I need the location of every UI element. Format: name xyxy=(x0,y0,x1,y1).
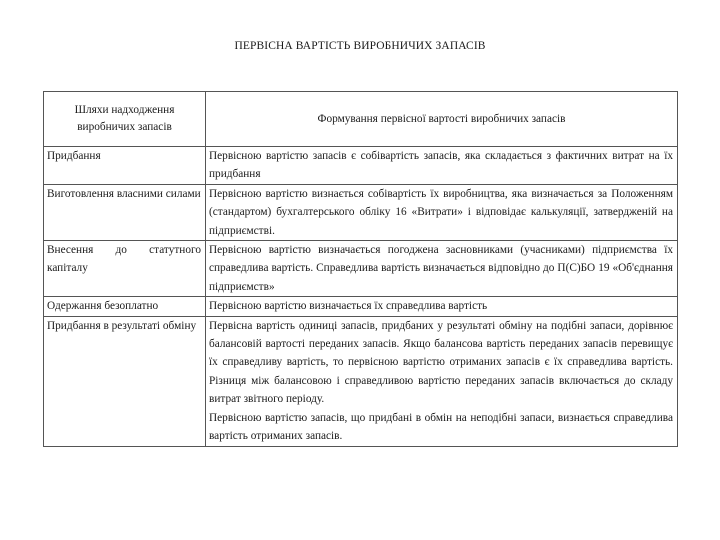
table-row xyxy=(44,241,678,297)
row-description-cell xyxy=(206,241,678,297)
row-path-cell: Виготовлення власними силами xyxy=(44,184,206,240)
row-path-cell: Придбання в результаті обміну xyxy=(44,316,206,446)
table-row xyxy=(44,316,678,446)
column-header-formation: Формування первісної вартості виробничих запасів xyxy=(206,92,678,147)
description-paragraph: Первісною вартістю визначається їх справедлива вартість xyxy=(209,300,488,313)
row-path-cell: Одержання безоплатно xyxy=(44,297,206,316)
table-row xyxy=(44,297,678,316)
description-paragraph: Первісною вартістю запасів, що придбані в обмін на неподібні запаси, визнається справедлива вартість отриманих запасів. xyxy=(209,411,673,443)
row-description-cell xyxy=(206,297,678,316)
column-header-path: Шляхи надходження виробничих запасів xyxy=(44,92,206,147)
row-path-cell: Внесення до статутного капіталу xyxy=(44,241,206,297)
description-paragraph: Первісною вартістю запасів є собівартість запасів, яка складається з фактичних витрат на їх придбання xyxy=(209,150,673,181)
table-row xyxy=(44,147,678,185)
row-description-cell xyxy=(206,316,678,446)
inventory-valuation-table xyxy=(43,91,678,447)
table-header-row xyxy=(44,92,678,147)
description-paragraph: Первісна вартість одиниці запасів, придбаних у результаті обміну на подібні запаси, дорівнює балансовій вартості переданих запасів. Якщо балансова вартість переданих запасів перевищує їх справедливу вартість, то первісною вартістю отриманих запасів є їх справедлива вартість. Різниця між балансовою і справедливою вартістю переданих запасів включається до складу витрат звітного періоду. xyxy=(209,319,673,406)
description-paragraph: Первісною вартістю визначається погоджена засновниками (учасниками) підприємства їх справедлива вартість. Справедлива вартість визначається відповідно до П(С)БО 19 «Об'єднання підприємств» xyxy=(209,244,673,293)
table-row xyxy=(44,184,678,240)
row-description-cell xyxy=(206,184,678,240)
row-path-cell: Придбання xyxy=(44,147,206,185)
description-paragraph: Первісною вартістю визнається собівартість їх виробництва, яка визначається за Положенням (стандартом) бухгалтерського обліку 16 «Витрати» і відповідає калькуляції, затвердженій на підприємстві. xyxy=(209,187,673,237)
page-title: ПЕРВІСНА ВАРТІСТЬ ВИРОБНИЧИХ ЗАПАСІВ xyxy=(234,40,486,52)
row-description-cell xyxy=(206,147,678,185)
